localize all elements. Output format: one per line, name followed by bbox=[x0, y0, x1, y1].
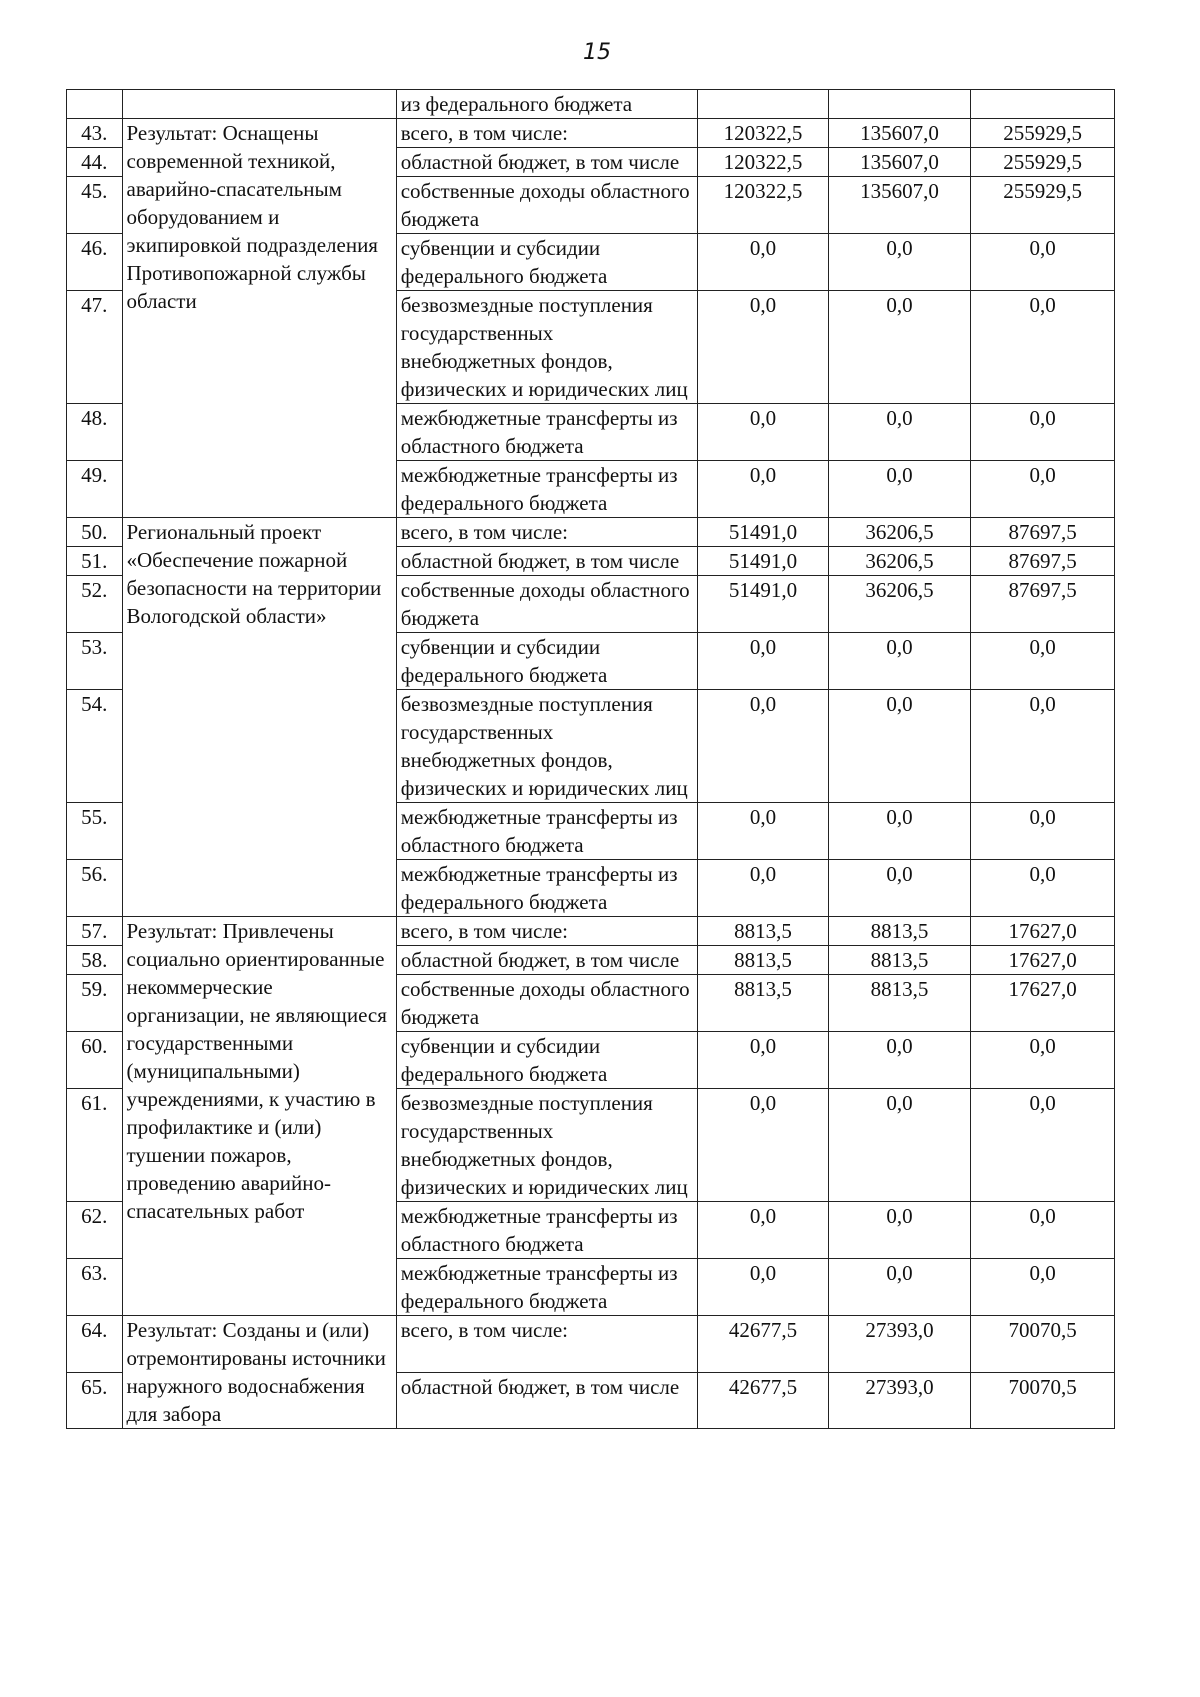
group-description: Результат: Созданы и (или) отремонтированы источники наружного водоснабжения для забора bbox=[122, 1316, 396, 1429]
value-col-2: 0,0 bbox=[828, 291, 971, 404]
funding-source: областной бюджет, в том числе bbox=[396, 1372, 697, 1429]
value-col-3: 0,0 bbox=[971, 1259, 1115, 1316]
value-col-3: 87697,5 bbox=[971, 547, 1115, 576]
row-number: 51. bbox=[67, 547, 123, 576]
funding-source: межбюджетные трансферты из областного бюджета bbox=[396, 1202, 697, 1259]
row-number: 57. bbox=[67, 917, 123, 946]
funding-source: собственные доходы областного бюджета bbox=[396, 576, 697, 633]
value-col-3: 0,0 bbox=[971, 690, 1115, 803]
value-col-1: 42677,5 bbox=[698, 1316, 829, 1373]
value-col-2: 0,0 bbox=[828, 1032, 971, 1089]
group-description: Региональный проект «Обеспечение пожарной безопасности на территории Вологодской области» bbox=[122, 518, 396, 917]
funding-source: безвозмездные поступления государственных внебюджетных фондов, физических и юридических лиц bbox=[396, 291, 697, 404]
table-row bbox=[67, 119, 1115, 148]
funding-source: безвозмездные поступления государственных внебюджетных фондов, физических и юридических лиц bbox=[396, 1089, 697, 1202]
row-number: 47. bbox=[67, 291, 123, 404]
value-col-2: 36206,5 bbox=[828, 547, 971, 576]
value-col-1: 0,0 bbox=[698, 291, 829, 404]
value-col-3: 87697,5 bbox=[971, 518, 1115, 547]
row-number: 44. bbox=[67, 148, 123, 177]
table-row bbox=[67, 90, 1115, 119]
value-col-2: 0,0 bbox=[828, 404, 971, 461]
value-col-1: 120322,5 bbox=[698, 119, 829, 148]
value-col-3: 0,0 bbox=[971, 1202, 1115, 1259]
funding-source: всего, в том числе: bbox=[396, 917, 697, 946]
value-col-2: 0,0 bbox=[828, 803, 971, 860]
value-col-2 bbox=[828, 90, 971, 119]
value-col-2: 0,0 bbox=[828, 1259, 971, 1316]
value-col-3: 0,0 bbox=[971, 633, 1115, 690]
value-col-1: 0,0 bbox=[698, 1089, 829, 1202]
row-number: 64. bbox=[67, 1316, 123, 1373]
row-number: 60. bbox=[67, 1032, 123, 1089]
funding-source: межбюджетные трансферты из федерального бюджета bbox=[396, 860, 697, 917]
row-number: 59. bbox=[67, 975, 123, 1032]
table-row bbox=[67, 518, 1115, 547]
row-number: 55. bbox=[67, 803, 123, 860]
row-number: 46. bbox=[67, 234, 123, 291]
value-col-2: 135607,0 bbox=[828, 148, 971, 177]
value-col-3: 0,0 bbox=[971, 1089, 1115, 1202]
funding-source: межбюджетные трансферты из областного бюджета bbox=[396, 803, 697, 860]
table-row bbox=[67, 1316, 1115, 1373]
value-col-2: 0,0 bbox=[828, 860, 971, 917]
value-col-1: 0,0 bbox=[698, 633, 829, 690]
value-col-1: 0,0 bbox=[698, 404, 829, 461]
value-col-3: 87697,5 bbox=[971, 576, 1115, 633]
value-col-3: 70070,5 bbox=[971, 1372, 1115, 1429]
value-col-2: 0,0 bbox=[828, 461, 971, 518]
value-col-2: 135607,0 bbox=[828, 177, 971, 234]
row-number: 53. bbox=[67, 633, 123, 690]
value-col-3: 255929,5 bbox=[971, 119, 1115, 148]
value-col-2: 27393,0 bbox=[828, 1372, 971, 1429]
row-number bbox=[67, 90, 123, 119]
budget-table bbox=[66, 89, 1115, 1429]
value-col-3: 0,0 bbox=[971, 803, 1115, 860]
row-number: 49. bbox=[67, 461, 123, 518]
row-number: 54. bbox=[67, 690, 123, 803]
group-description: Результат: Оснащены современной техникой, аварийно-спасательным оборудованием и экипировкой подразделения Противопожарной службы области bbox=[122, 119, 396, 518]
row-number: 52. bbox=[67, 576, 123, 633]
value-col-2: 0,0 bbox=[828, 234, 971, 291]
value-col-3: 17627,0 bbox=[971, 917, 1115, 946]
value-col-2: 36206,5 bbox=[828, 518, 971, 547]
value-col-3: 0,0 bbox=[971, 1032, 1115, 1089]
value-col-1: 0,0 bbox=[698, 1202, 829, 1259]
value-col-3: 17627,0 bbox=[971, 946, 1115, 975]
value-col-2: 8813,5 bbox=[828, 975, 971, 1032]
funding-source: областной бюджет, в том числе bbox=[396, 148, 697, 177]
value-col-2: 36206,5 bbox=[828, 576, 971, 633]
row-number: 63. bbox=[67, 1259, 123, 1316]
value-col-2: 0,0 bbox=[828, 1089, 971, 1202]
row-number: 45. bbox=[67, 177, 123, 234]
value-col-3: 255929,5 bbox=[971, 177, 1115, 234]
value-col-3: 70070,5 bbox=[971, 1316, 1115, 1373]
funding-source: межбюджетные трансферты из федерального бюджета bbox=[396, 461, 697, 518]
value-col-1: 8813,5 bbox=[698, 946, 829, 975]
row-number: 61. bbox=[67, 1089, 123, 1202]
funding-source: из федерального бюджета bbox=[396, 90, 697, 119]
value-col-3: 0,0 bbox=[971, 234, 1115, 291]
value-col-3: 0,0 bbox=[971, 461, 1115, 518]
value-col-2: 135607,0 bbox=[828, 119, 971, 148]
value-col-1: 0,0 bbox=[698, 234, 829, 291]
value-col-1: 0,0 bbox=[698, 1032, 829, 1089]
funding-source: субвенции и субсидии федерального бюджета bbox=[396, 633, 697, 690]
funding-source: всего, в том числе: bbox=[396, 119, 697, 148]
row-description bbox=[122, 90, 396, 119]
value-col-2: 0,0 bbox=[828, 690, 971, 803]
value-col-1: 0,0 bbox=[698, 461, 829, 518]
value-col-3: 17627,0 bbox=[971, 975, 1115, 1032]
value-col-1: 0,0 bbox=[698, 803, 829, 860]
value-col-2: 8813,5 bbox=[828, 917, 971, 946]
value-col-1: 0,0 bbox=[698, 690, 829, 803]
value-col-2: 0,0 bbox=[828, 1202, 971, 1259]
page-number: 15 bbox=[583, 40, 611, 65]
value-col-3: 0,0 bbox=[971, 404, 1115, 461]
funding-source: собственные доходы областного бюджета bbox=[396, 975, 697, 1032]
group-description: Результат: Привлечены социально ориентированные некоммерческие организации, не являющиеся государственными (муниципальными) учреждениями, к участию в профилактике и (или) тушении пожаров, проведению аварийно-спасательных работ bbox=[122, 917, 396, 1316]
value-col-2: 0,0 bbox=[828, 633, 971, 690]
funding-source: областной бюджет, в том числе bbox=[396, 547, 697, 576]
value-col-3: 0,0 bbox=[971, 291, 1115, 404]
value-col-3: 255929,5 bbox=[971, 148, 1115, 177]
row-number: 58. bbox=[67, 946, 123, 975]
row-number: 43. bbox=[67, 119, 123, 148]
value-col-1: 51491,0 bbox=[698, 547, 829, 576]
row-number: 62. bbox=[67, 1202, 123, 1259]
funding-source: безвозмездные поступления государственных внебюджетных фондов, физических и юридических лиц bbox=[396, 690, 697, 803]
value-col-1 bbox=[698, 90, 829, 119]
value-col-2: 27393,0 bbox=[828, 1316, 971, 1373]
funding-source: собственные доходы областного бюджета bbox=[396, 177, 697, 234]
row-number: 50. bbox=[67, 518, 123, 547]
row-number: 65. bbox=[67, 1372, 123, 1429]
funding-source: областной бюджет, в том числе bbox=[396, 946, 697, 975]
funding-source: субвенции и субсидии федерального бюджета bbox=[396, 1032, 697, 1089]
funding-source: всего, в том числе: bbox=[396, 1316, 697, 1373]
value-col-1: 120322,5 bbox=[698, 148, 829, 177]
value-col-1: 0,0 bbox=[698, 1259, 829, 1316]
value-col-1: 8813,5 bbox=[698, 975, 829, 1032]
value-col-1: 8813,5 bbox=[698, 917, 829, 946]
table-row bbox=[67, 917, 1115, 946]
value-col-1: 0,0 bbox=[698, 860, 829, 917]
value-col-3 bbox=[971, 90, 1115, 119]
funding-source: всего, в том числе: bbox=[396, 518, 697, 547]
value-col-1: 42677,5 bbox=[698, 1372, 829, 1429]
funding-source: межбюджетные трансферты из федерального бюджета bbox=[396, 1259, 697, 1316]
row-number: 56. bbox=[67, 860, 123, 917]
value-col-2: 8813,5 bbox=[828, 946, 971, 975]
row-number: 48. bbox=[67, 404, 123, 461]
funding-source: субвенции и субсидии федерального бюджета bbox=[396, 234, 697, 291]
funding-source: межбюджетные трансферты из областного бюджета bbox=[396, 404, 697, 461]
value-col-1: 51491,0 bbox=[698, 576, 829, 633]
value-col-1: 120322,5 bbox=[698, 177, 829, 234]
value-col-3: 0,0 bbox=[971, 860, 1115, 917]
value-col-1: 51491,0 bbox=[698, 518, 829, 547]
